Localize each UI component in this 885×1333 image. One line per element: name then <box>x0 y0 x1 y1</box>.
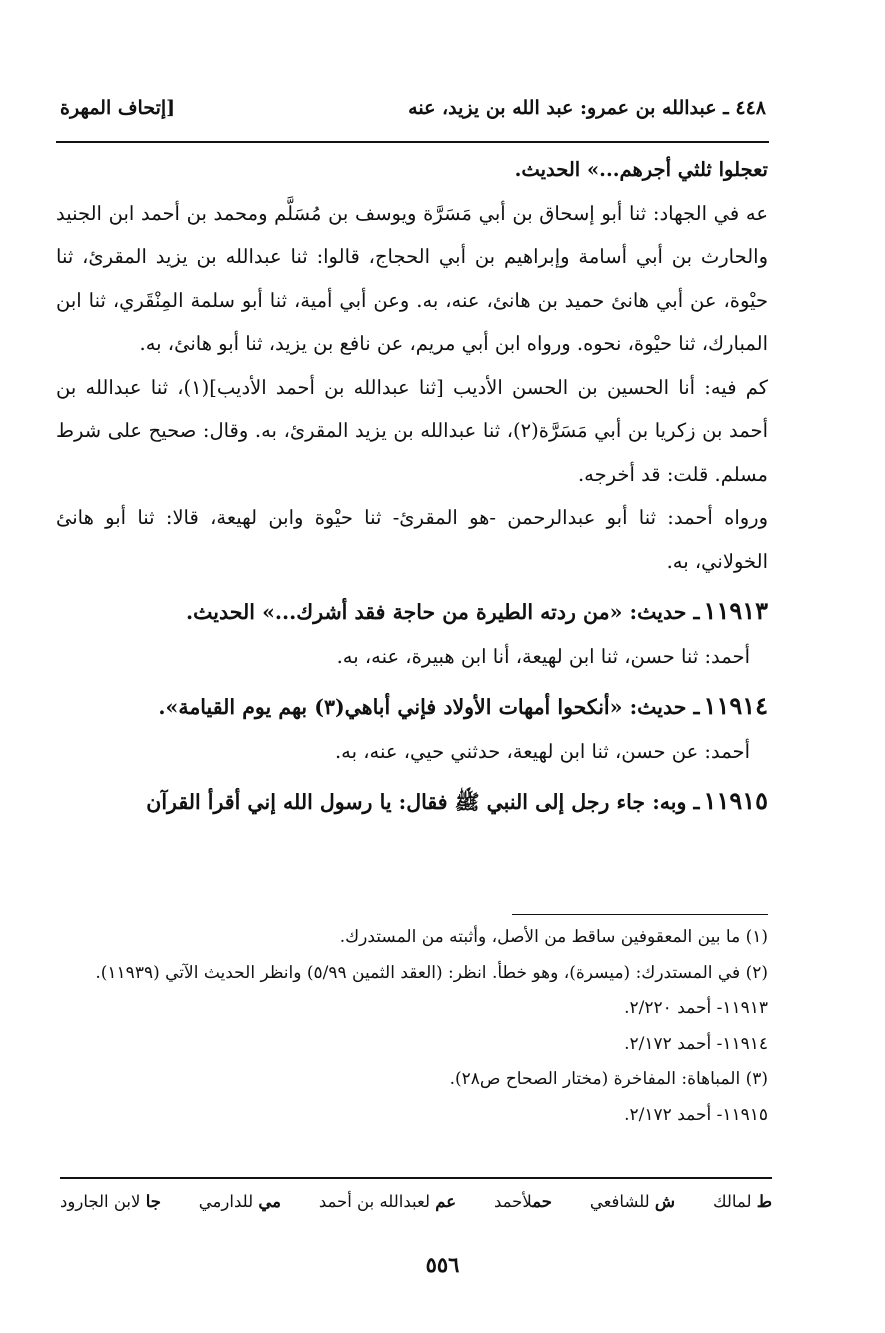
main-text <box>56 148 768 825</box>
hadith-number: ١١٩١٤ <box>703 691 768 720</box>
footnote-2: (٢) في المستدرك: (ميسرة)، وهو خطأ. انظر: (العقد الثمين ٥/٩٩) وانظر الحديث الآتي (١١٩٣٩). <box>95 962 768 983</box>
hadith-title: ـ وبه: جاء رجل إلى النبي ﷺ فقال: يا رسول الله إني أقرأ القرآن <box>146 790 700 814</box>
hadith-entry-11915 <box>56 779 768 825</box>
footnote-3: (٣) المباهاة: المفاخرة (مختار الصحاح ص٢٨). <box>449 1069 768 1089</box>
footnote-1: (١) ما بين المعقوفين ساقط من الأصل، وأثبته من المستدرك. <box>339 927 768 947</box>
hadith-source-11913: أحمد: ثنا حسن، ثنا ابن لهيعة، أنا ابن هبيرة، عنه، به. <box>336 644 750 668</box>
hadith-number: ١١٩١٥ <box>703 786 768 815</box>
hadith-source-11914: أحمد: عن حسن، ثنا ابن لهيعة، حدثني حيي، عنه، به. <box>334 739 750 763</box>
running-header <box>60 86 766 130</box>
legend-item-ibn-jarud: جا لابن الجارود <box>60 1192 161 1211</box>
reference-11914: ١١٩١٤- أحمد ٢/١٧٢. <box>624 1033 768 1054</box>
hadith-entry-11913 <box>56 589 768 635</box>
legend-item-shafii: ش للشافعي <box>589 1192 676 1211</box>
legend-item-malik: ط لمالك <box>712 1192 772 1211</box>
hadith-title: ـ حديث: «من ردته الطيرة من حاجة فقد أشرك...» الحديث. <box>186 600 700 624</box>
legend-item-abdullah: عم لعبدالله بن أحمد <box>318 1192 457 1211</box>
paragraph-chain-3: ورواه أحمد: ثنا أبو عبدالرحمن -هو المقرئ- ثنا حيْوة وابن لهيعة، قالا: ثنا أبو هانئ الخولاني، به. <box>56 506 768 573</box>
legend-rule <box>60 1177 772 1179</box>
footnotes <box>56 920 768 1133</box>
header-book-title: [إتحاف المهرة <box>60 97 176 119</box>
legend-item-darimi: مي للدارمي <box>198 1192 281 1211</box>
header-rule <box>56 141 769 143</box>
footnote-rule <box>512 914 768 915</box>
reference-11915: ١١٩١٥- أحمد ٢/١٧٢. <box>624 1104 768 1125</box>
legend-item-ahmad: حملأحمد <box>493 1192 552 1211</box>
paragraph-chain-2: كم فيه: أنا الحسين بن الحسن الأديب [ثنا عبدالله بن أحمد الأديب](١)، ثنا عبدالله بن أحمد بن زكريا بن أبي مَسَرَّة(٢)، ثنا عبدالله بن يزيد المقرئ، به. وقال: صحيح على شرط مسلم. قلت: قد أخرجه. <box>56 375 769 486</box>
reference-11913: ١١٩١٣- أحمد ٢/٢٢٠. <box>624 998 768 1018</box>
hadith-number: ١١٩١٣ <box>703 596 768 625</box>
siglum-legend <box>60 1192 772 1211</box>
page-number: ٥٥٦ <box>425 1252 460 1277</box>
hadith-title: ـ حديث: «أنكحوا أمهات الأولاد فإني أباهي(٣) بهم يوم القيامة». <box>158 695 700 719</box>
continued-hadith-line: تعجلوا ثلثي أجرهم...» الحديث. <box>514 158 768 181</box>
paragraph-chain-1: عه في الجهاد: ثنا أبو إسحاق بن أبي مَسَرَّة ويوسف بن مُسَلَّم ومحمد بن أحمد ابن الجنيد والحارث بن أبي أسامة وإبراهيم بن أبي الحجاج، قالوا: ثنا عبدالله بن يزيد المقرئ، ثنا حيْوة، عن أبي هانئ حميد بن هانئ، عنه، به. وعن أبي أمية، ثنا أبو سلمة المِنْقَري، ثنا ابن المبارك، ثنا حيْوة، نحوه. ورواه ابن أبي مريم، عن نافع بن يزيد، ثنا أبو هانئ، به. <box>56 201 768 355</box>
hadith-entry-11914 <box>56 684 768 730</box>
header-chapter-title: ٤٤٨ ـ عبدالله بن عمرو: عبد الله بن يزيد، عنه <box>408 97 766 119</box>
